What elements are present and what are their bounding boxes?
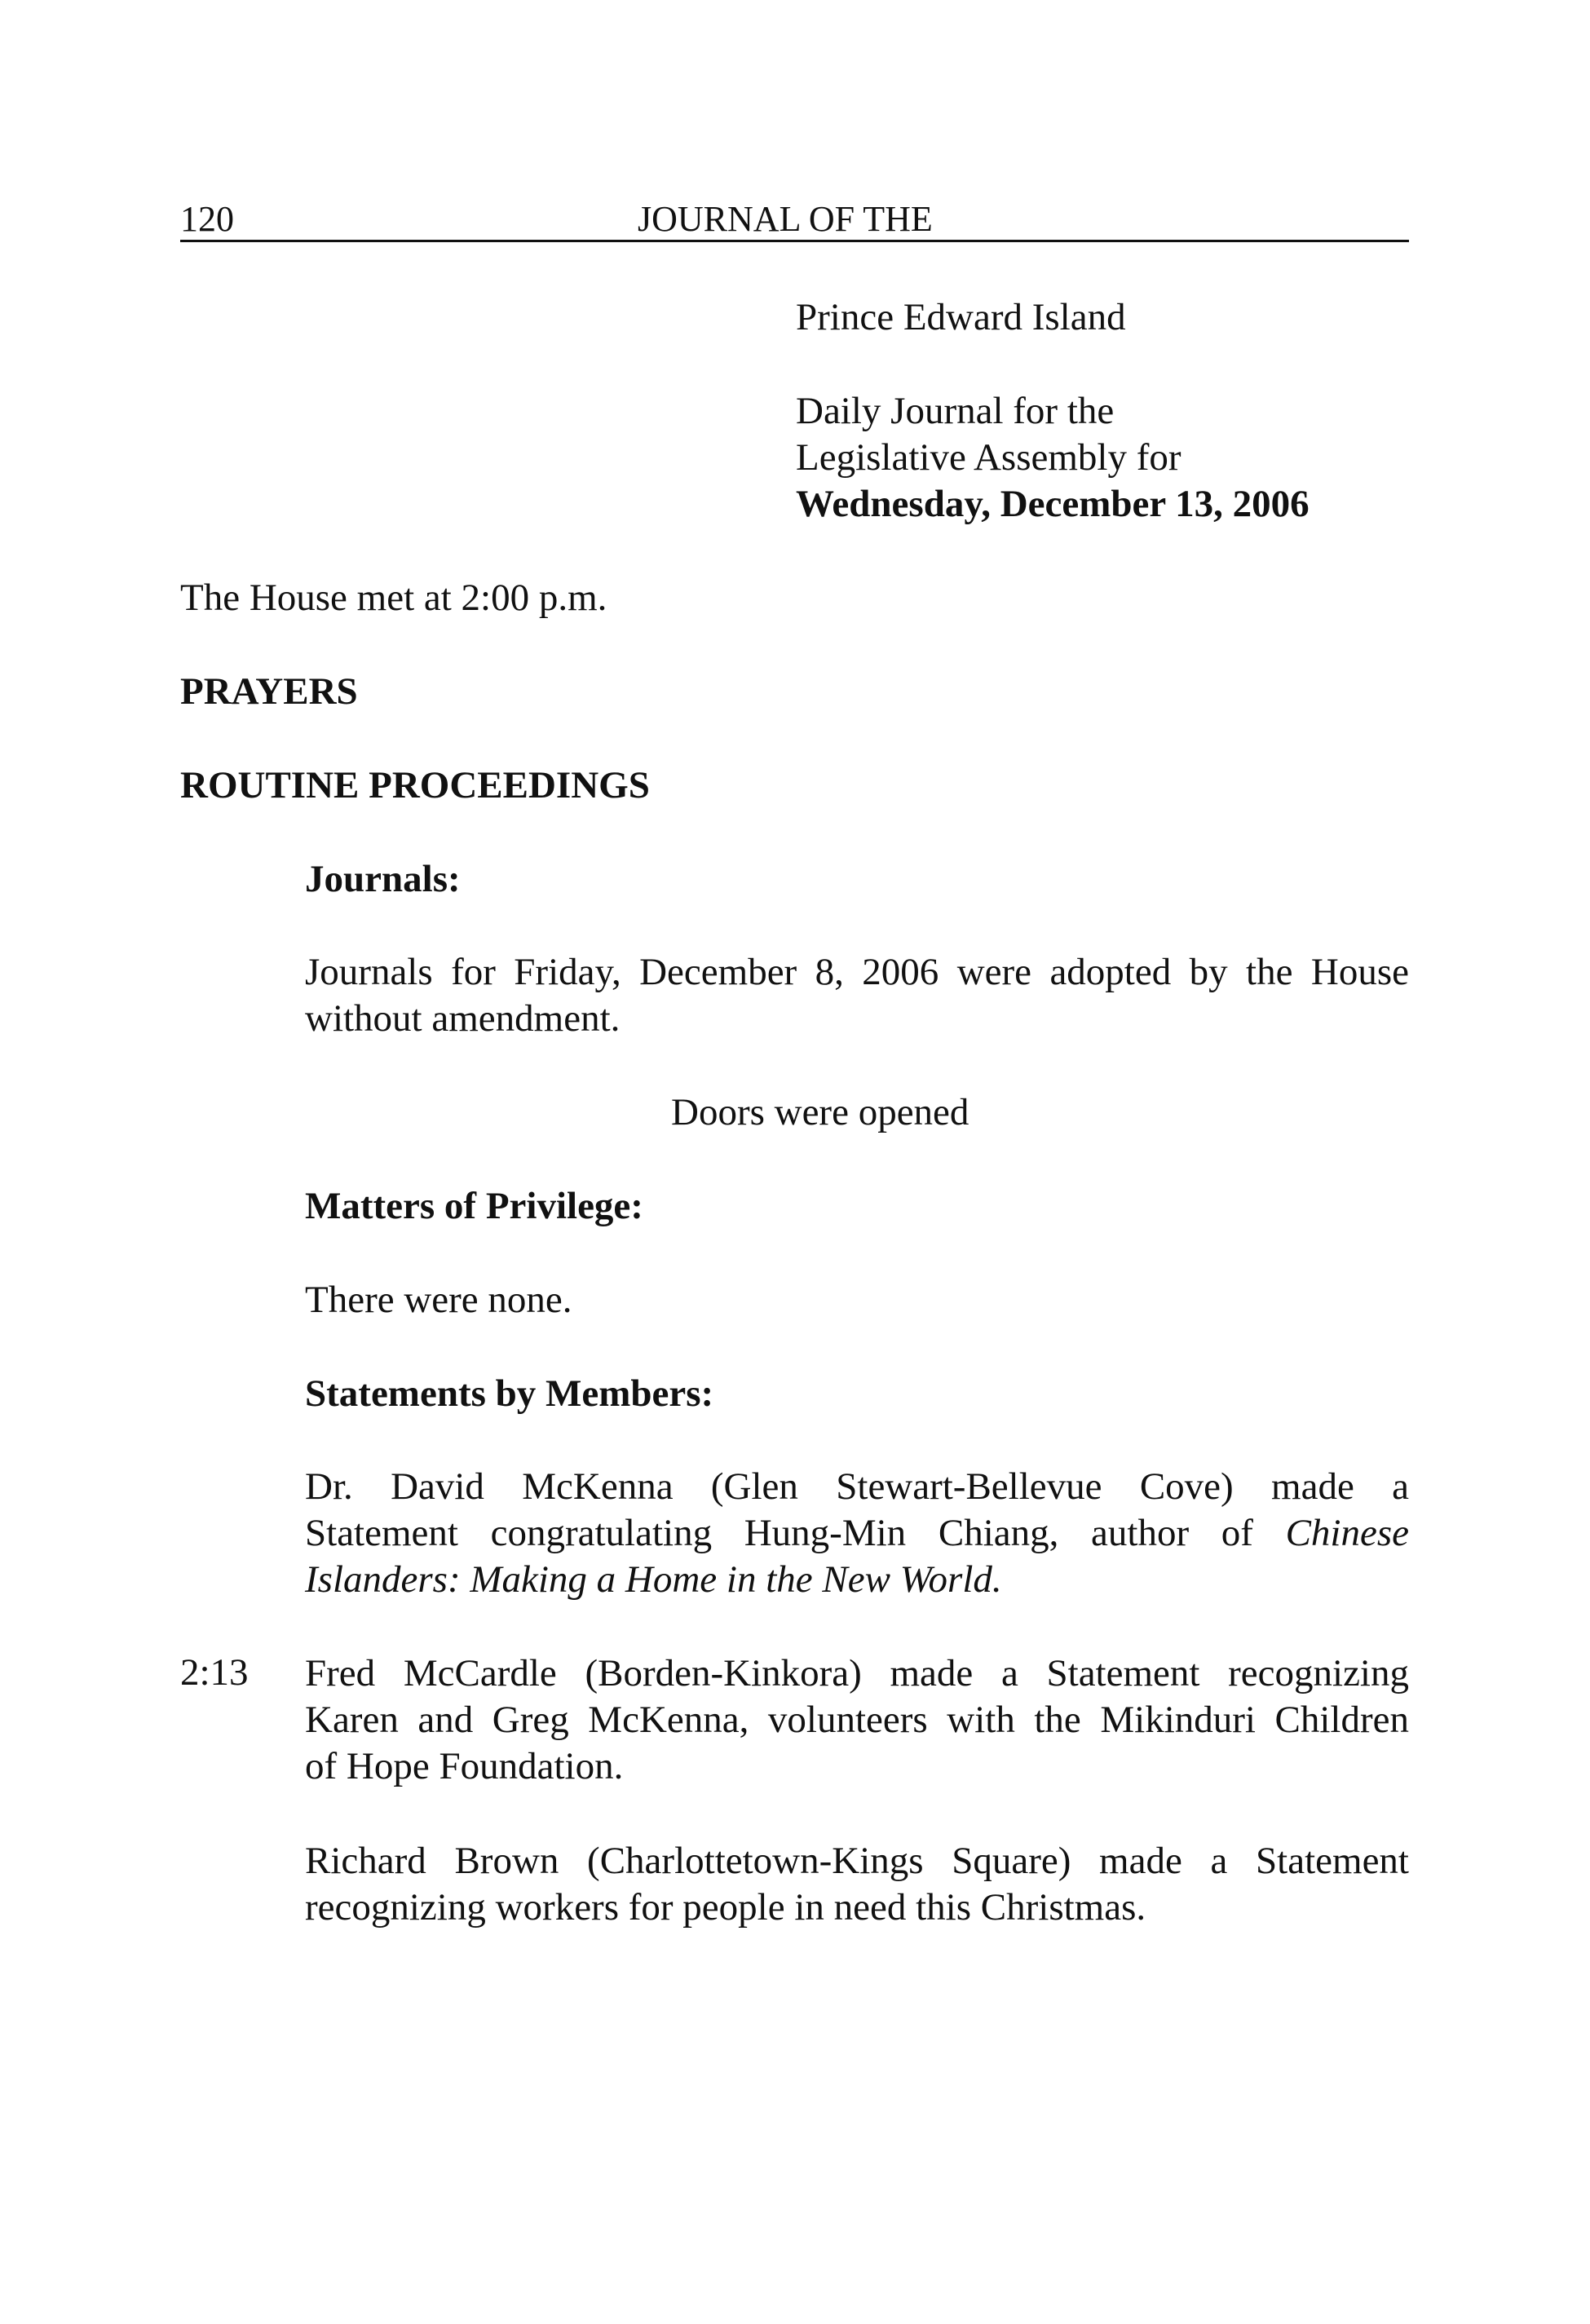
journal-title-line-2: Legislative Assembly for xyxy=(796,436,1181,479)
journals-paragraph xyxy=(305,949,1409,1042)
prayers-heading: PRAYERS xyxy=(180,670,358,713)
journals-line-2: without amendment. xyxy=(305,997,621,1040)
statement-3-line-1: Richard Brown (Charlottetown-Kings Square) made a Statement xyxy=(305,1840,1409,1882)
statement-mccardle xyxy=(305,1650,1409,1790)
header-rule xyxy=(180,240,1409,242)
journal-title-line-1: Daily Journal for the xyxy=(796,390,1115,432)
statement-2-line-3: of Hope Foundation. xyxy=(305,1745,624,1787)
province-name: Prince Edward Island xyxy=(796,296,1126,338)
statement-1-line-1: Dr. David McKenna (Glen Stewart-Bellevue Cove) made a xyxy=(305,1465,1409,1508)
statement-mckenna xyxy=(305,1464,1409,1603)
statement-2-line-1: Fred McCardle (Borden-Kinkora) made a Statement recognizing xyxy=(305,1652,1409,1694)
privilege-text: There were none. xyxy=(305,1279,572,1321)
book-title-end: Islanders: Making a Home in the New World. xyxy=(305,1558,1002,1601)
book-title-start: Chinese xyxy=(1285,1512,1409,1554)
sitting-date: Wednesday, December 13, 2006 xyxy=(796,483,1310,525)
statements-heading: Statements by Members: xyxy=(305,1372,714,1415)
statement-1-line-2 xyxy=(305,1510,1409,1557)
doors-opened: Doors were opened xyxy=(671,1091,969,1133)
opening-time: The House met at 2:00 p.m. xyxy=(180,577,607,619)
statement-time: 2:13 xyxy=(180,1651,249,1694)
statement-1-line-2-text: Statement congratulating Hung-Min Chiang, author of xyxy=(305,1512,1286,1554)
privilege-heading: Matters of Privilege: xyxy=(305,1185,643,1227)
routine-proceedings-heading: ROUTINE PROCEEDINGS xyxy=(180,764,650,806)
statement-3-line-2: recognizing workers for people in need this Christmas. xyxy=(305,1886,1146,1929)
journals-line-1: Journals for Friday, December 8, 2006 were adopted by the House xyxy=(305,951,1409,993)
page-number: 120 xyxy=(180,199,234,239)
statement-2-line-2: Karen and Greg McKenna, volunteers with the Mikinduri Children xyxy=(305,1699,1409,1741)
journals-heading: Journals: xyxy=(305,858,461,900)
running-title: JOURNAL OF THE xyxy=(638,199,933,239)
statement-brown xyxy=(305,1838,1409,1931)
